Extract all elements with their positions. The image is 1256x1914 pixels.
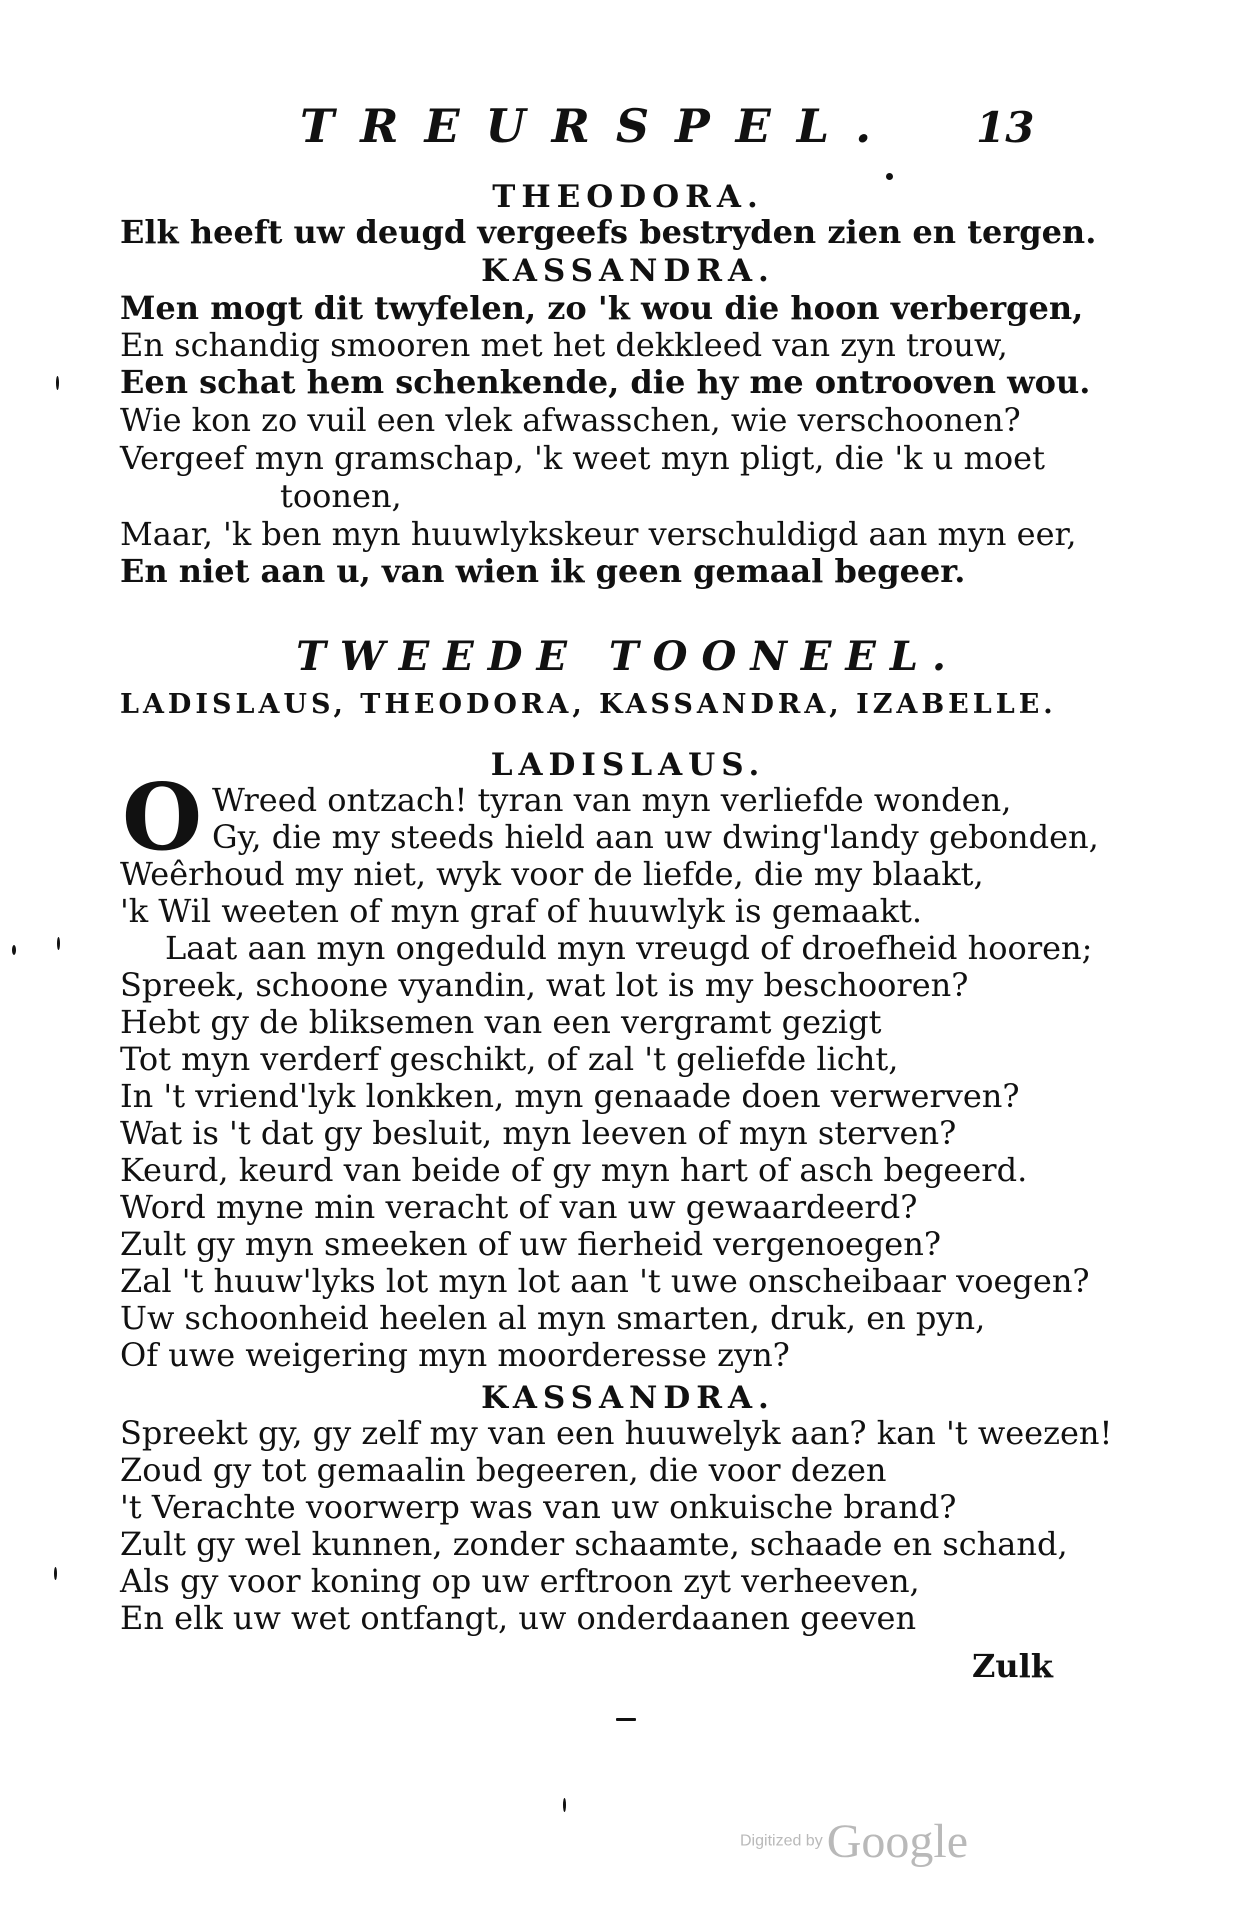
verse-line: Vergeef myn gramschap, 'k weet myn pligt, die 'k u moet (120, 439, 1045, 477)
verse-line: In 't vriend'lyk lonkken, myn genaade doen verwerven? (120, 1077, 1020, 1115)
verse-line-continuation: toonen, (280, 477, 402, 515)
ink-speck (56, 376, 59, 390)
speaker-ladislaus: LADISLAUS. (490, 747, 766, 783)
watermark-logo-text: Google (826, 1815, 969, 1868)
verse-line: Hebt gy de bliksemen van een vergramt gezigt (120, 1003, 882, 1041)
catchword: Zulk (972, 1647, 1053, 1685)
verse-line: Laat aan myn ongeduld myn vreugd of droefheid hooren; (165, 929, 1093, 967)
verse-line: Zult gy wel kunnen, zonder schaamte, schaade en schand, (120, 1525, 1068, 1563)
verse-line: En elk uw wet ontfangt, uw onderdaanen geeven (120, 1599, 917, 1637)
verse-line: Een schat hem schenkende, die hy me ontrooven wou. (120, 363, 1091, 401)
verse-line: En niet aan u, van wien ik geen gemaal begeer. (120, 552, 966, 590)
verse-line: Tot myn verderf geschikt, of zal 't geliefde licht, (120, 1040, 899, 1078)
verse-line: Uw schoonheid heelen al myn smarten, druk, en pyn, (120, 1299, 986, 1337)
speaker-theodora: THEODORA. (492, 179, 764, 215)
verse-line: Gy, die my steeds hield aan uw dwing'landy gebonden, (212, 818, 1099, 856)
verse-line: En schandig smooren met het dekkleed van zyn trouw, (120, 326, 1008, 364)
verse-line: Word myne min veracht of van uw gewaardeerd? (120, 1188, 918, 1226)
verse-line: Wreed ontzach! tyran van myn verliefde wonden, (212, 781, 1012, 819)
verse-line: Zoud gy tot gemaalin begeeren, die voor dezen (120, 1451, 887, 1489)
verse-line: Men mogt dit twyfelen, zo 'k wou die hoon verbergen, (120, 289, 1084, 327)
verse-line: Of uwe weigering myn moorderesse zyn? (120, 1336, 790, 1374)
drop-cap: O (122, 763, 203, 871)
ink-speck (616, 1718, 636, 1721)
verse-line: Weêrhoud my niet, wyk voor de liefde, die my blaakt, (120, 855, 984, 893)
speaker-kassandra: KASSANDRA. (481, 1380, 775, 1416)
watermark-small-text: Digitized by (740, 1832, 823, 1850)
ink-speck (57, 937, 60, 950)
verse-line: Als gy voor koning op uw erftroon zyt verheeven, (120, 1562, 920, 1600)
ink-speck (563, 1798, 566, 1812)
verse-line: 't Verachte voorwerp was van uw onkuische brand? (120, 1488, 957, 1526)
digitized-watermark (740, 1814, 968, 1869)
verse-line: Wie kon zo vuil een vlek afwasschen, wie verschoonen? (120, 401, 1021, 439)
verse-line: Elk heeft uw deugd vergeefs bestryden zien en tergen. (120, 213, 1097, 251)
cast-list: LADISLAUS, THEODORA, KASSANDRA, IZABELLE. (120, 689, 1057, 720)
ink-speck (886, 173, 893, 180)
verse-line: Zult gy myn smeeken of uw fierheid vergenoegen? (120, 1225, 941, 1263)
ink-speck (12, 945, 16, 955)
verse-line: Keurd, keurd van beide of gy myn hart of asch begeerd. (120, 1151, 1028, 1189)
scene-title: TWEEDE TOONEEL. (296, 633, 960, 680)
verse-line: Zal 't huuw'lyks lot myn lot aan 't uwe onscheibaar voegen? (120, 1262, 1090, 1300)
running-head: TREURSPEL. (300, 99, 898, 153)
verse-line: Spreek, schoone vyandin, wat lot is my beschooren? (120, 966, 969, 1004)
verse-line: 'k Wil weeten of myn graf of huuwlyk is gemaakt. (120, 892, 923, 930)
verse-line: Wat is 't dat gy besluit, myn leeven of myn sterven? (120, 1114, 957, 1152)
verse-line: Maar, 'k ben myn huuwlykskeur verschuldigd aan myn eer, (120, 515, 1077, 553)
speaker-kassandra: KASSANDRA. (481, 253, 775, 289)
ink-speck (54, 1567, 57, 1580)
verse-line: Spreekt gy, gy zelf my van een huuwelyk aan? kan 't weezen! (120, 1414, 1113, 1452)
page-number: 13 (976, 103, 1035, 152)
